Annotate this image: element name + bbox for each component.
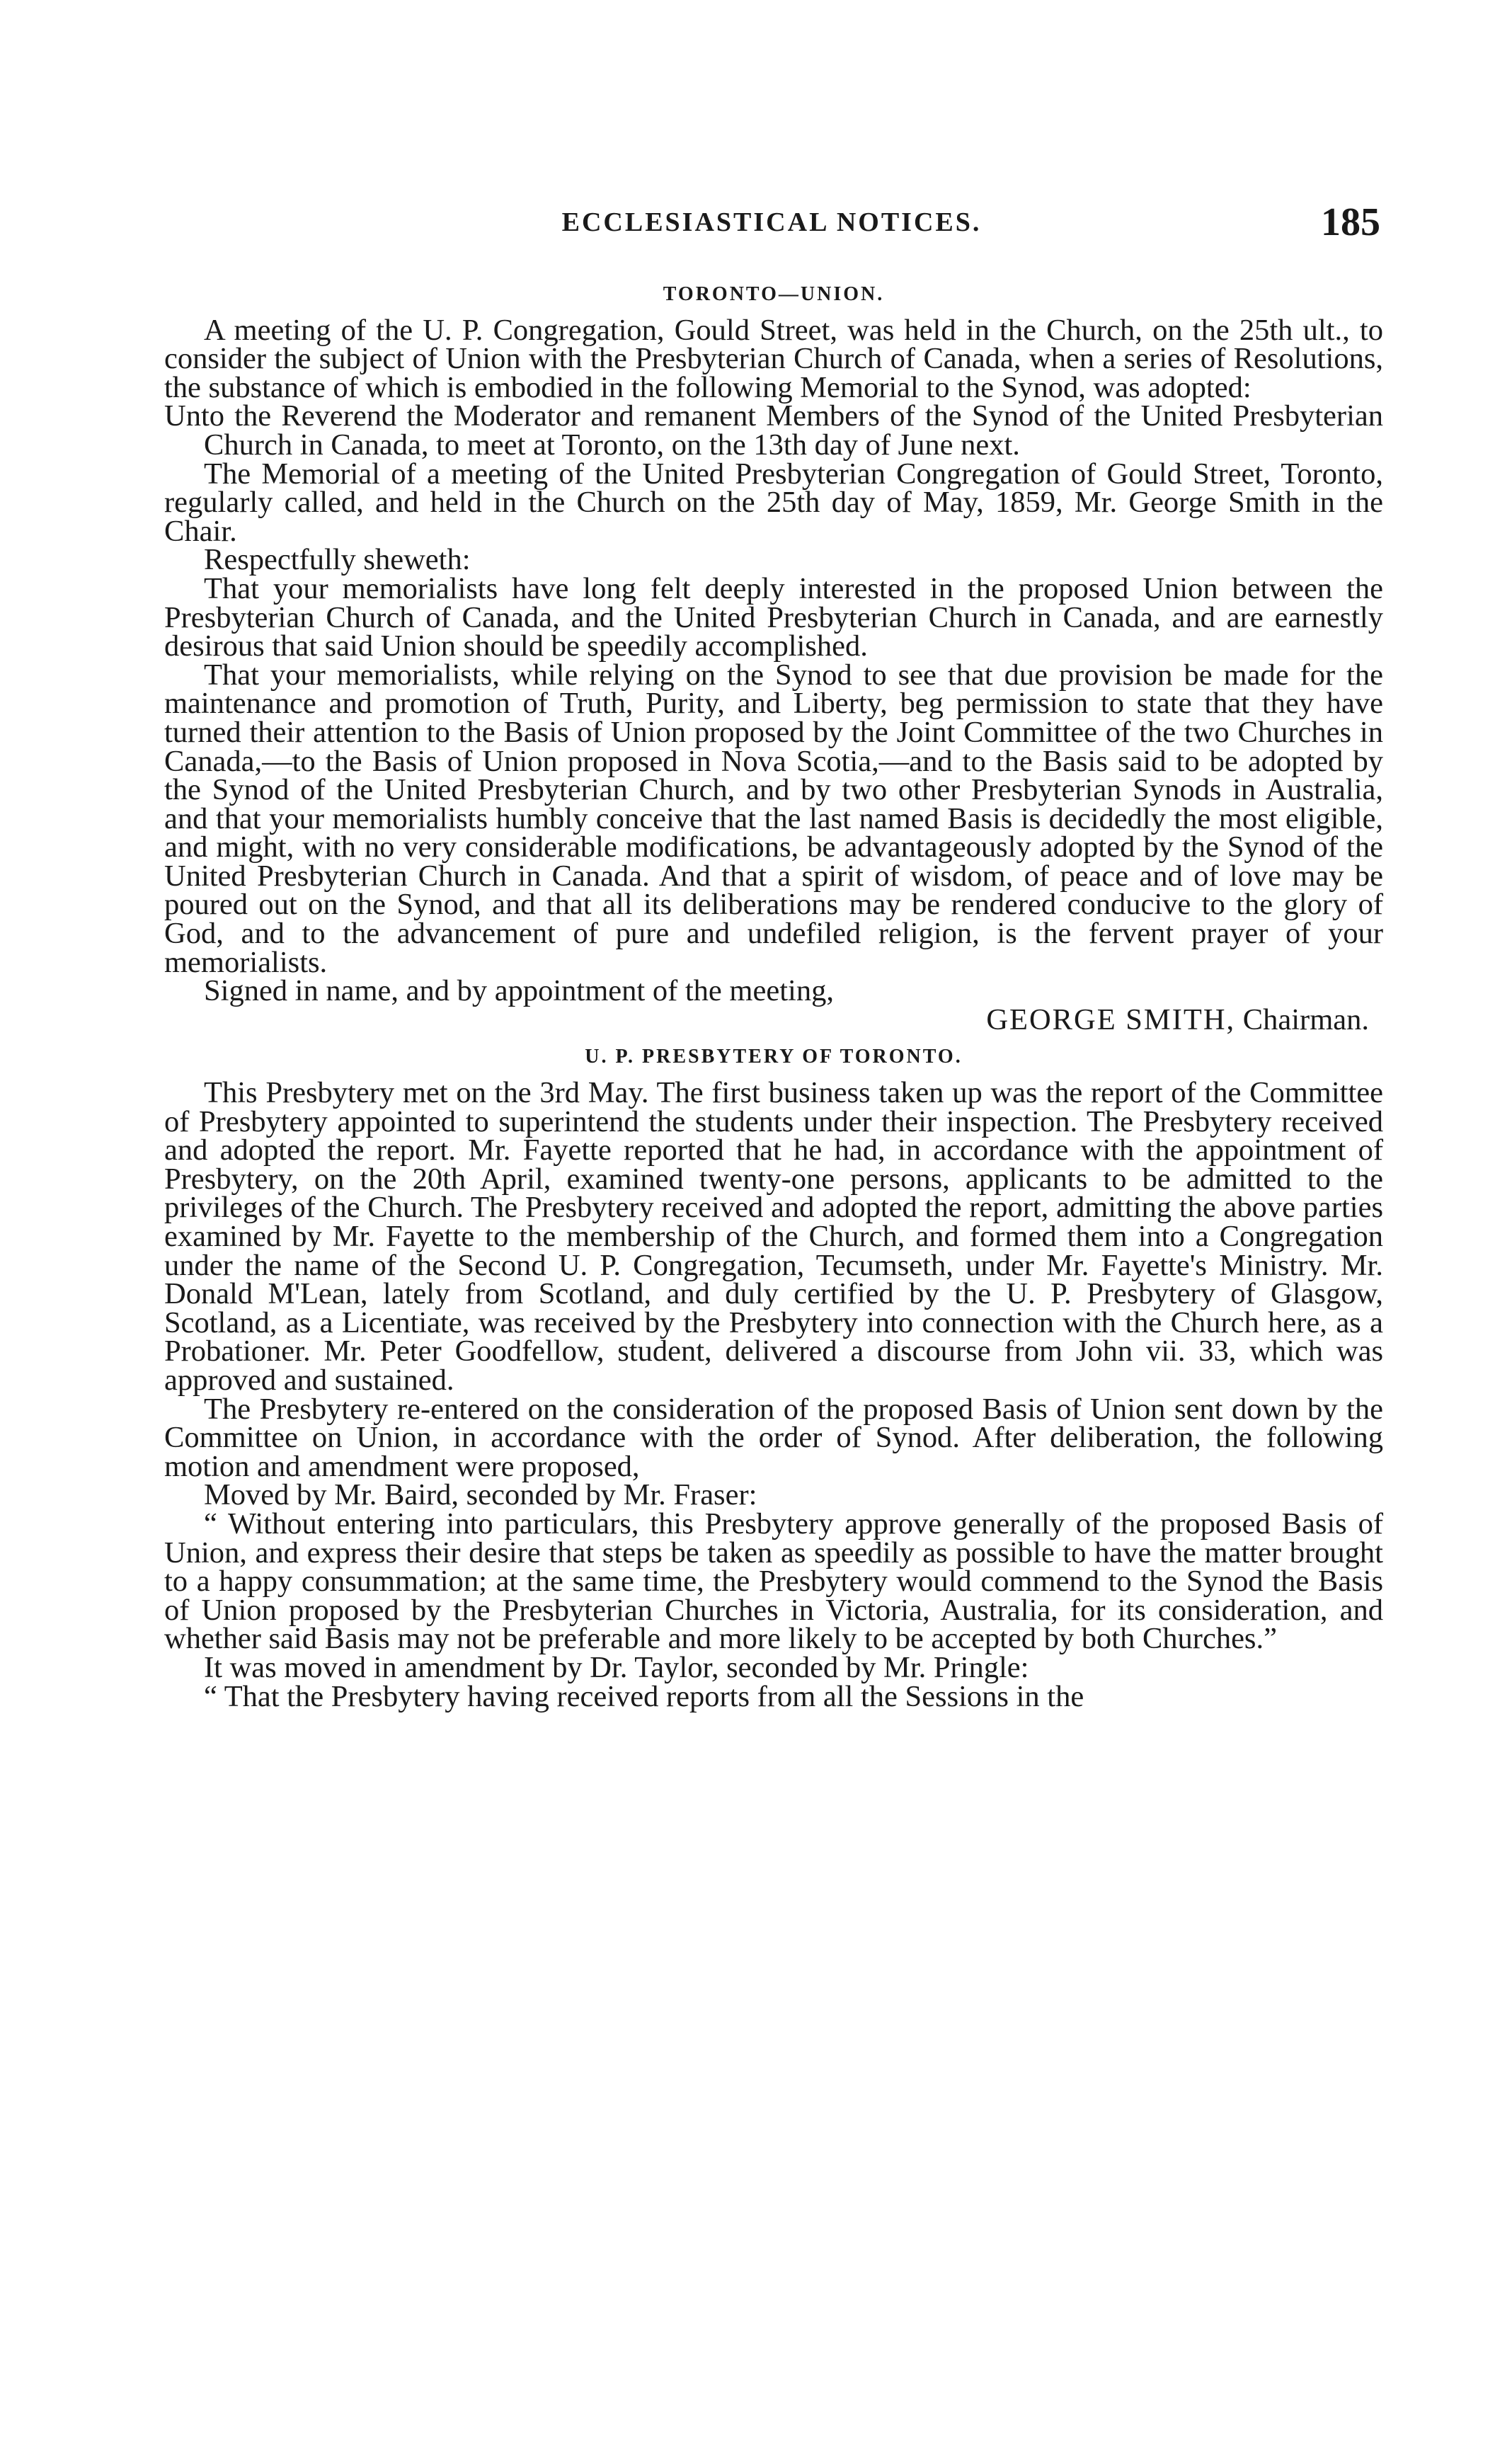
page-body [164, 280, 1383, 1711]
paragraph: A meeting of the U. P. Congregation, Gould Street, was held in the Church, on the 25th ult., to consider the subject of Union with the Presbyterian Church of Canada, when a series of Resolutions, the substance of which is embodied in the following Memorial to the Synod, was adopted: [164, 313, 1383, 404]
paragraph: This Presbytery met on the 3rd May. The first business taken up was the report of the Committee of Presbytery appointed to superintend the students under their inspection. The Presbytery received and adopted the report. Mr. Fayette reported that he had, in accordance with the appointment of Presbytery, on the 20th April, examined twenty-one persons, applicants to be admitted to the privileges of the Church. The Presbytery received and adopted the report, admitting the above parties examined by Mr. Fayette to the membership of the Church, and formed them into a Congregation under the name of the Second U. P. Congregation, Tecumseth, under Mr. Fayette's Ministry. Mr. Donald M'Lean, lately from Scotland, and duly certified by the U. P. Presbytery of Glasgow, Scotland, as a Licentiate, was received by the Presbytery into connection with the Church here, as a Probationer. Mr. Peter Goodfellow, student, delivered a discourse from John vii. 33, which was approved and sustained. [164, 1076, 1383, 1397]
paragraph: Respectfully sheweth: [204, 543, 471, 577]
paragraph: Moved by Mr. Baird, seconded by Mr. Fraser: [204, 1478, 757, 1512]
signed-line: Signed in name, and by appointment of the meeting, [204, 974, 834, 1008]
section-heading: TORONTO—UNION. [663, 283, 885, 305]
section-heading: U. P. PRESBYTERY OF TORONTO. [585, 1046, 963, 1068]
signature [164, 1002, 1383, 1036]
paragraph: The Memorial of a meeting of the United Presbyterian Congregation of Gould Street, Toronto, regularly called, and held in the Church on the 25th day of May, 1859, Mr. George Smith in the Chair. [164, 457, 1383, 548]
quoted-amendment: “ That the Presbytery having received reports from all the Sessions in the [204, 1679, 1084, 1713]
paragraph: That your memorialists have long felt deeply interested in the proposed Union between the Presbyterian Church of Canada, and the United Presbyterian Church in Canada, and are earnestly desirous that said Union should be speedily accomplished. [164, 571, 1383, 663]
toronto-union-notice [164, 280, 1383, 1034]
signature-name: GEORGE SMITH, [986, 1002, 1236, 1036]
quoted-motion: “ Without entering into particulars, this Presbytery approve generally of the proposed Basis of Union, and express their desire that steps be taken as speedily as possible to have the matter brought to a happy consummation; at the same time, the Presbytery would commend to the Synod the Basis of Union proposed by the Presbyterian Churches in Victoria, Australia, for its consideration, and whether said Basis may not be preferable and more likely to be accepted by both Churches.” [164, 1507, 1383, 1656]
memorial-address: Unto the Reverend the Moderator and remanent Members of the Synod of the United Presbyterian Church in Canada, to meet at Toronto, on the 13th day of June next. [164, 399, 1383, 462]
paragraph: The Presbytery re-entered on the consideration of the proposed Basis of Union sent down by the Committee on Union, in accordance with the order of Synod. After deliberation, the following motion and amendment were proposed, [164, 1392, 1383, 1483]
page-header [163, 200, 1380, 256]
paragraph: It was moved in amendment by Dr. Taylor, seconded by Mr. Pringle: [204, 1650, 1029, 1684]
running-title: ECCLESIASTICAL NOTICES. [561, 207, 982, 237]
page-number: 185 [1321, 200, 1380, 244]
signature-role: Chairman. [1242, 1002, 1369, 1036]
presbytery-notice [164, 1043, 1383, 1711]
paragraph: That your memorialists, while relying on the Synod to see that due provision be made for the maintenance and promotion of Truth, Purity, and Liberty, beg permission to state that they have turned their attention to the Basis of Union proposed by the Joint Committee of the two Churches in Canada,—to the Basis of Union proposed in Nova Scotia,—and to the Basis said to be adopted by the Synod of the United Presbyterian Church, and by two other Presbyterian Synods in Australia, and that your memorialists humbly conceive that the last named Basis is decidedly the most eligible, and might, with no very considerable modifications, be advantageously adopted by the Synod of the United Presbyterian Church in Canada. And that a spirit of wisdom, of peace and of love may be poured out on the Synod, and that all its deliberations may be rendered conducive to the glory of God, and to the advancement of pure and undefiled religion, is the fervent prayer of your memorialists. [164, 658, 1383, 979]
